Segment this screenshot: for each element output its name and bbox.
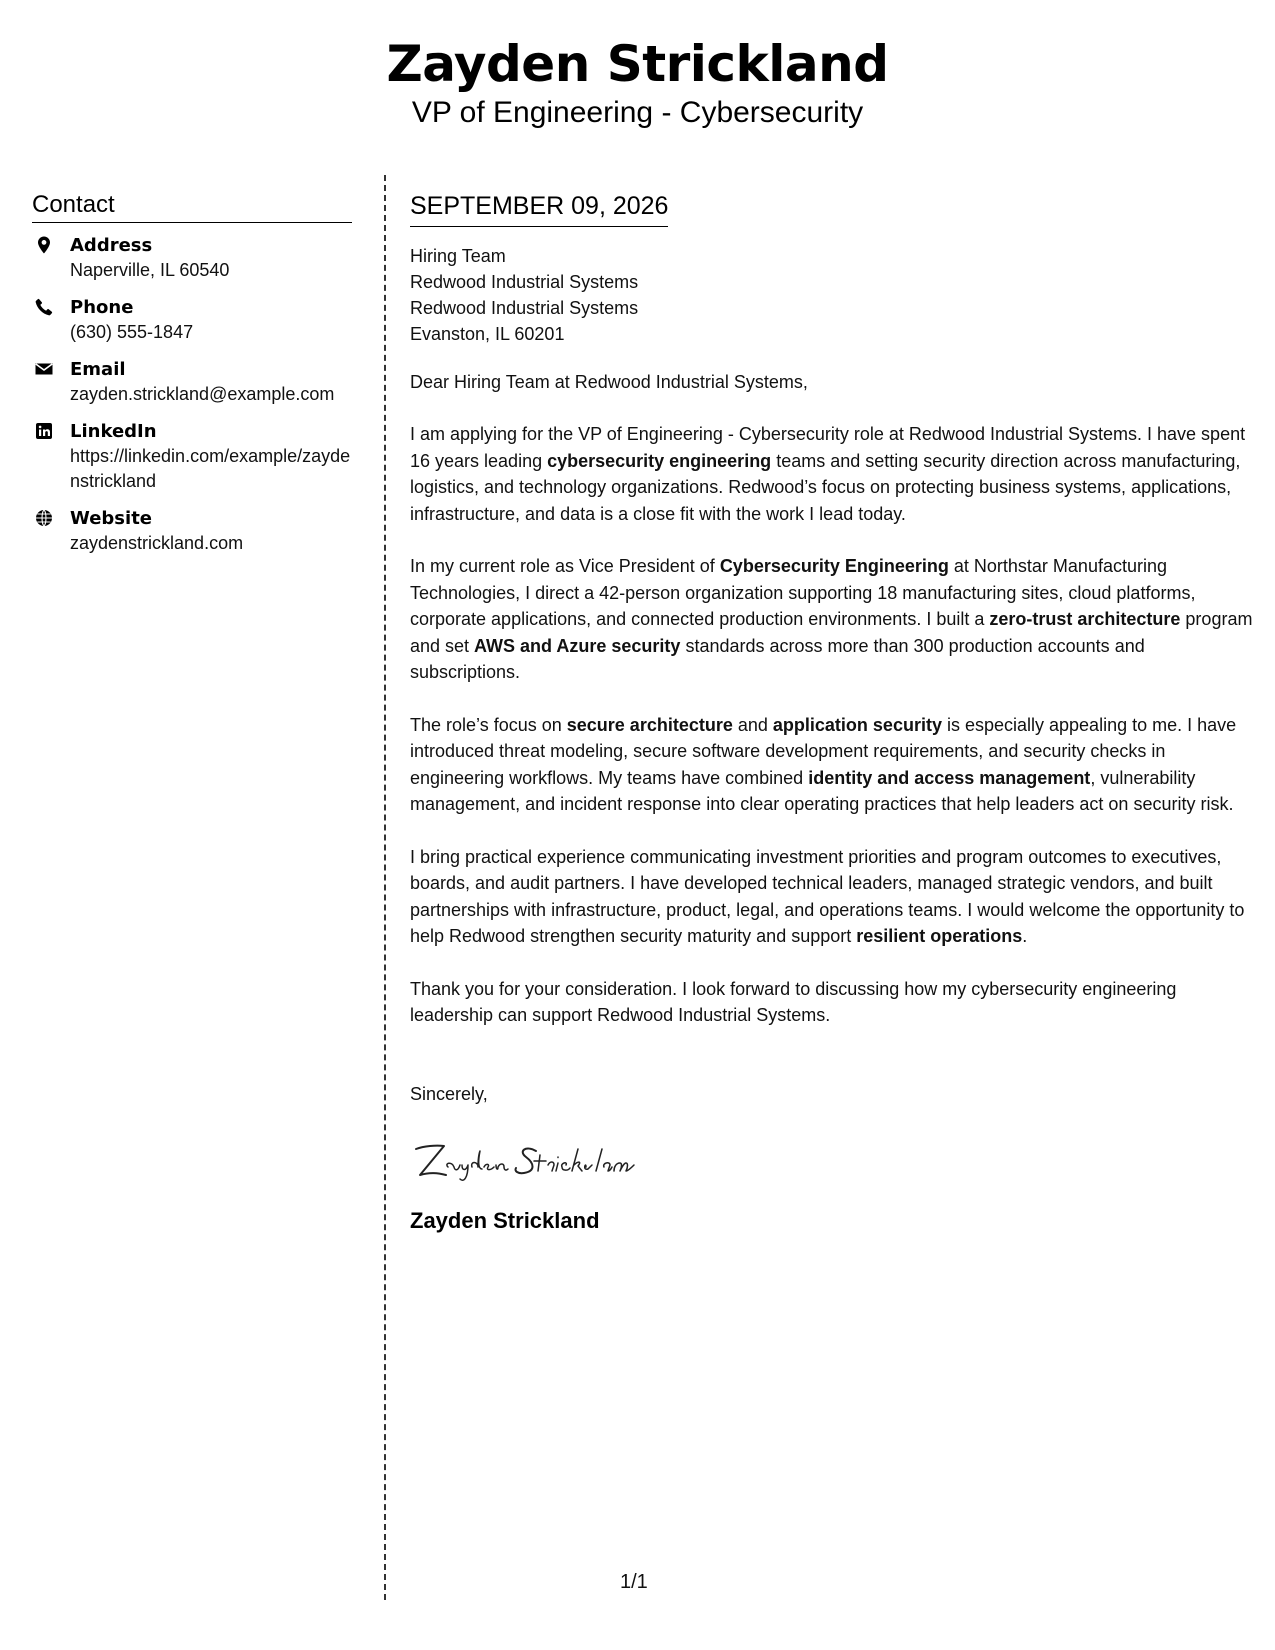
contact-sidebar (32, 190, 352, 568)
paragraph-text: teams and setting security direction across manufacturing, logistics, and technology organizations. Redwood’s focus on protecting business systems, applications, infrastructure, and data is a close fit with the work I lead today. (410, 450, 1241, 524)
globe-icon (34, 508, 54, 528)
phone-icon (34, 297, 54, 317)
handwritten-signature (410, 1137, 1255, 1187)
website-value[interactable]: zaydenstrickland.com (70, 533, 244, 553)
paragraph-bold-text: Cybersecurity Engineering (719, 556, 949, 576)
linkedin-value[interactable]: https://linkedin.com/example/zaydenstrickland (70, 446, 351, 491)
letter-date: SEPTEMBER 09, 2026 (410, 190, 668, 227)
paragraph-text: Thank you for your consideration. I look forward to discussing how my cybersecurity engineering leadership can support Redwood Industrial Systems. (410, 978, 1177, 1025)
paragraph-5 (410, 976, 1255, 1029)
email-value[interactable]: zayden.strickland@example.com (70, 384, 335, 404)
contact-label: LinkedIn (70, 421, 157, 442)
paragraph-text: standards across more than 300 production accounts and subscriptions. (410, 635, 1145, 682)
contact-label: Email (70, 359, 126, 380)
recipient-line: Evanston, IL 60201 (410, 324, 565, 344)
paragraph-text: is especially appealing to me. I have introduced threat modeling, secure software development requirements, and security checks in engineering workflows. My teams have combined (410, 714, 1237, 788)
contact-item-email (32, 357, 352, 407)
paragraph-bold-text: cybersecurity engineering (547, 450, 772, 471)
paragraph-2 (410, 553, 1255, 686)
paragraph-text: I bring practical experience communicating investment priorities and program outcomes to executives, boards, and audit partners. I have developed technical leaders, managed strategic vendors, and built partnerships with infrastructure, product, legal, and operations teams. I would welcome the opportunity to help Redwood strengthen security maturity and support (410, 846, 1245, 946)
paragraph-text: , vulnerability management, and incident response into clear operating practices that help leaders act on security risk. (410, 767, 1234, 814)
signer-name: Zayden Strickland (410, 1207, 600, 1233)
phone-value: (630) 555-1847 (70, 322, 194, 342)
contact-label: Phone (70, 297, 134, 318)
closing: Sincerely, (410, 1083, 488, 1104)
contact-list (32, 233, 352, 556)
linkedin-icon (34, 421, 54, 441)
paragraph-bold-text: AWS and Azure security (474, 635, 681, 656)
paragraph-bold-text: application security (772, 714, 942, 735)
contact-label: Address (70, 235, 153, 256)
envelope-icon (34, 359, 54, 379)
paragraph-text: The role’s focus on (410, 714, 567, 735)
paragraph-bold-text: identity and access management (808, 767, 1091, 788)
paragraph-bold-text: secure architecture (566, 714, 733, 735)
paragraph-text: and (732, 714, 773, 735)
address-value: Naperville, IL 60540 (70, 260, 230, 280)
contact-item-address (32, 233, 352, 283)
paragraph-text: program and set (410, 609, 1253, 656)
greeting: Dear Hiring Team at Redwood Industrial Systems, (410, 372, 808, 392)
recipient-line: Hiring Team (410, 246, 506, 266)
candidate-title: VP of Engineering - Cybersecurity (411, 96, 864, 129)
column-divider (384, 175, 386, 1600)
paragraph-4 (410, 844, 1255, 950)
contact-item-linkedin (32, 419, 352, 494)
recipient-block (410, 243, 1255, 347)
paragraph-text: I am applying for the VP of Engineering - Cybersecurity role at Redwood Industrial Systems. I have spent 16 years leading (410, 424, 1246, 471)
paragraph-text: at Northstar Manufacturing Technologies, I direct a 42-person organization supporting 18 manufacturing sites, cloud platforms, corporate applications, and connected production environments. I built a (410, 556, 1196, 629)
map-pin-icon (34, 235, 54, 255)
contact-heading: Contact (32, 190, 352, 223)
contact-item-phone (32, 295, 352, 345)
page-number: 1/1 (620, 1571, 648, 1593)
letter-body (410, 190, 1255, 1235)
resume-header (0, 32, 1275, 132)
paragraph-text: . (1022, 926, 1028, 946)
paragraph-text: In my current role as Vice President of (410, 556, 720, 576)
contact-item-website (32, 506, 352, 556)
paragraph-bold-text: zero-trust architecture (989, 609, 1181, 629)
paragraph-1 (410, 421, 1255, 527)
candidate-name: Zayden Strickland (386, 35, 889, 93)
recipient-line: Redwood Industrial Systems (410, 298, 639, 318)
paragraph-3 (410, 712, 1255, 818)
paragraph-bold-text: resilient operations (856, 926, 1023, 946)
contact-label: Website (70, 508, 153, 529)
recipient-line: Redwood Industrial Systems (410, 272, 639, 292)
